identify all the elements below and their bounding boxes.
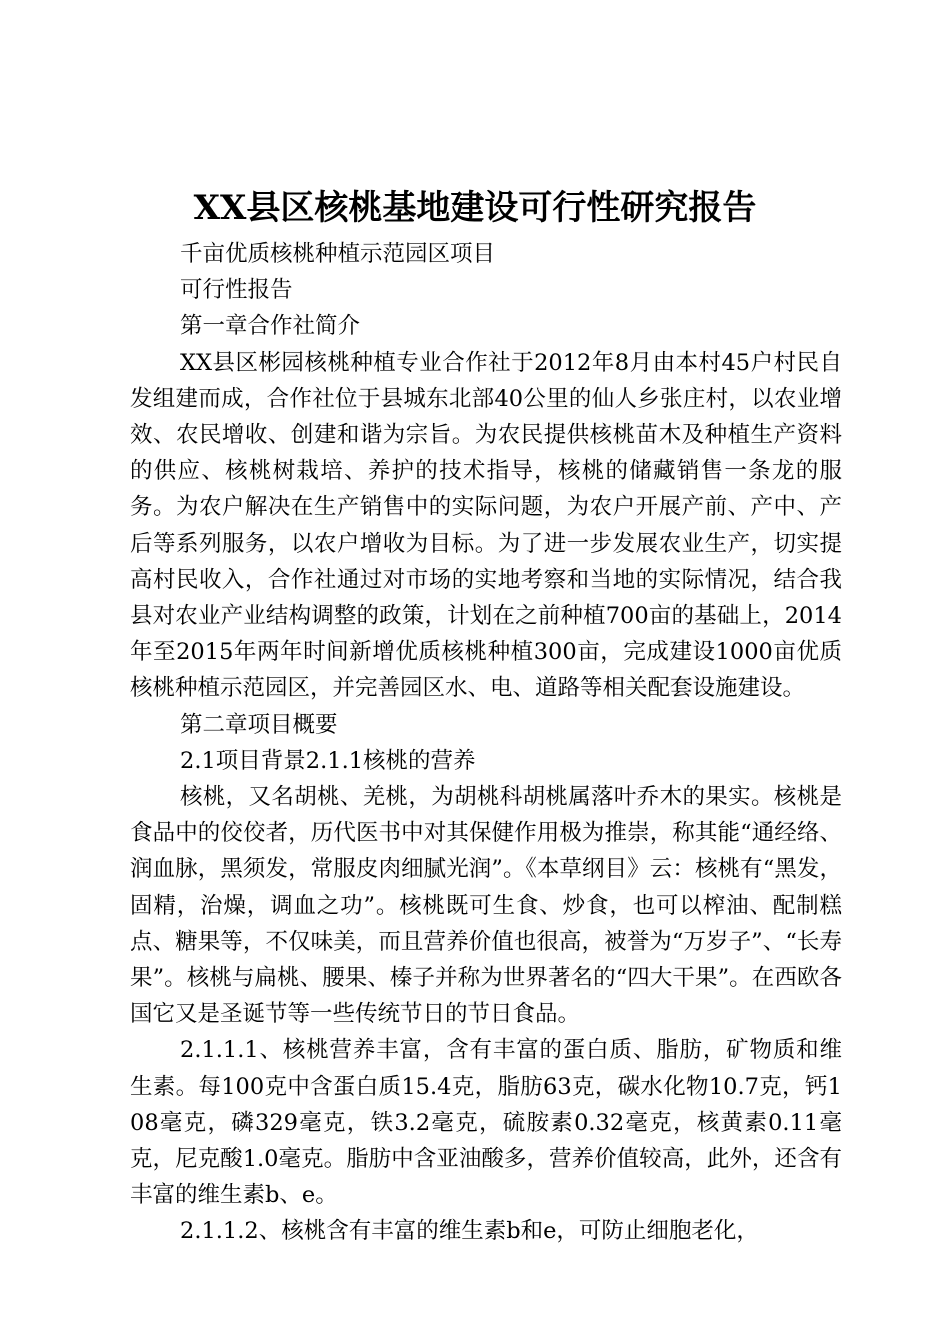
subtitle-project: 千亩优质核桃种植示范园区项目 <box>180 241 496 267</box>
document-body <box>130 236 842 1250</box>
chapter-1-heading: 第一章合作社简介 <box>180 313 361 340</box>
paragraph-2-1-1-2: 2.1.1.2、核桃含有丰富的维生素b和e，可防止细胞老化， <box>180 1218 759 1245</box>
document-title: XX县区核桃基地建设可行性研究报告 <box>193 188 757 228</box>
section-2-1-heading: 2.1项目背景2.1.1核桃的营养 <box>180 747 476 774</box>
subtitle-report: 可行性报告 <box>180 277 293 304</box>
chapter-2-heading: 第二章项目概要 <box>180 711 338 738</box>
paragraph-2-1-1-1: 2.1.1.1、核桃营养丰富，含有丰富的蛋白质、脂肪，矿物质和维生素。每100克中含蛋白质15.4克，脂肪63克，碳水化物10.7克，钙108毫克，磷329毫克，铁3.2毫克，硫胺素0.32毫克，核黄素0.11毫克，尼克酸1.0毫克。脂肪中含亚油酸多，营养价值较高，此外，还含有丰富的维生素b、e。 <box>130 1037 842 1209</box>
paragraph-cooperative-intro: XX县区彬园核桃种植专业合作社于2012年8月由本村45户村民自发组建而成，合作社位于县城东北部40公里的仙人乡张庄村，以农业增效、农民增收、创建和谐为宗旨。为农民提供核桃苗木及种植生产资料的供应、核桃树栽培、养护的技术指导，核桃的储藏销售一条龙的服务。为农户解决在生产销售中的实际问题，为农户开展产前、产中、产后等系列服务，以农户增收为目标。为了进一步发展农业生产，切实提高村民收入，合作社通过对市场的实地考察和当地的实际情况，结合我县对农业产业结构调整的政策，计划在之前种植700亩的基础上，2014年至2015年两年时间新增优质核桃种植300亩，完成建设1000亩优质核桃种植示范园区，并完善园区水、电、道路等相关配套设施建设。 <box>130 349 842 702</box>
paragraph-walnut-nutrition: 核桃，又名胡桃、羌桃，为胡桃科胡桃属落叶乔木的果实。核桃是食品中的佼佼者，历代医书中对其保健作用极为推崇，称其能“通经络、润血脉，黑须发，常服皮肉细腻光润”。《本草纲目》云：核桃有“黑发，固精，治燥，调血之功”。核桃既可生食、炒食，也可以榨油、配制糕点、糖果等，不仅味美，而且营养价值也很高，被誉为“万岁子”、“长寿果”。核桃与扁桃、腰果、榛子并称为世界著名的“四大干果”。在西欧各国它又是圣诞节等一些传统节日的节日食品。 <box>130 784 842 1028</box>
